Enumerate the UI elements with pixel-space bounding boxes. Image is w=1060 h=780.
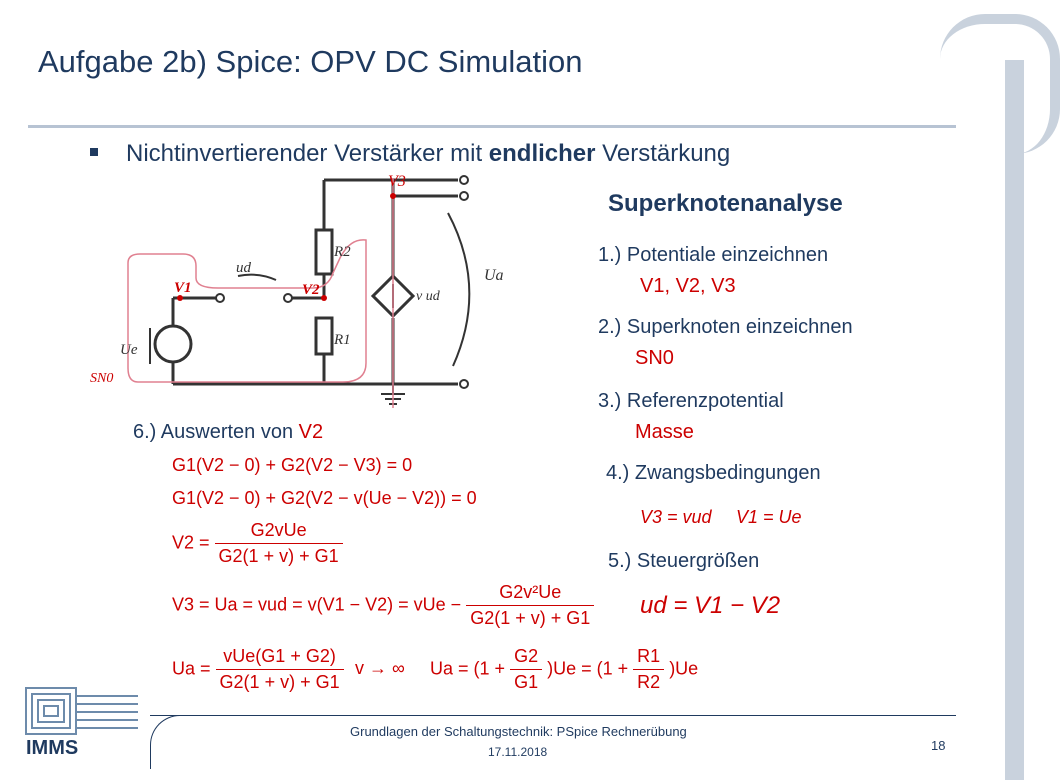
step-4-eq2: V1 = Ue xyxy=(736,507,802,527)
resistor-r2 xyxy=(316,230,332,274)
eq-5-result: Ua = (1 + $\frac{G2}{G1}$ )Ue = (1 + $\frac{R1}{R2}$ )Ue xyxy=(430,646,699,692)
step-3-value: Masse xyxy=(635,421,694,443)
label-ua: Ua xyxy=(484,267,504,284)
eq-5: Ua = $\frac{\text{vUe(G1 + G2)}}{G2(1 + v) + G1}$ xyxy=(172,646,344,693)
label-r2: R2 xyxy=(334,244,351,260)
label-sn0: SN0 xyxy=(90,371,114,386)
label-ue: Ue xyxy=(120,342,138,358)
footer-course: Grundlagen der Schaltungstechnik: PSpice Rechnerübung xyxy=(350,724,687,739)
ua-arrow xyxy=(448,213,469,366)
superknotenanalyse-heading: Superknotenanalyse xyxy=(608,190,843,217)
bullet-text: Nichtinvertierender Verstärker mit endlicher Verstärkung xyxy=(126,140,731,167)
circuit-diagram xyxy=(88,168,504,418)
footer-date: 17.11.2018 xyxy=(488,745,548,759)
step-5-eq: ud = V1 − V2 xyxy=(640,592,781,619)
step-2: 2.) Superknoten einzeichnen xyxy=(598,316,853,338)
label-r1: R1 xyxy=(334,332,351,348)
step-1-value: V1, V2, V3 xyxy=(640,275,736,297)
bullet-square-icon xyxy=(90,148,98,156)
imms-logo xyxy=(22,686,142,758)
label-vud: v ud xyxy=(416,289,440,304)
eq-3: V2 = $\frac{\text{G2vUe}}{G2(1 + v) + G1}$ xyxy=(172,520,343,567)
label-v1: V1 xyxy=(174,280,192,296)
step-3: 3.) Referenzpotential xyxy=(598,390,784,412)
step-1: 1.) Potentiale einzeichnen xyxy=(598,244,829,266)
step-2-value: SN0 xyxy=(635,347,674,369)
step-5: 5.) Steuergrößen xyxy=(608,550,760,572)
eq-2: G1(V2 − 0) + G2(V2 − v(Ue − V2)) = 0 xyxy=(172,488,477,508)
page-number: 18 xyxy=(931,738,946,753)
eq-5-limit: v → ∞ xyxy=(355,658,405,678)
corner-frame xyxy=(940,14,1060,154)
right-frame-bar xyxy=(1005,60,1024,780)
footer-divider xyxy=(150,715,956,716)
voltage-source-ue xyxy=(155,326,191,362)
step-4-eq1: V3 = vud xyxy=(640,507,712,527)
logo-text: IMMS xyxy=(26,737,79,759)
footer-curve xyxy=(150,715,191,769)
eq-1: G1(V2 − 0) + G2(V2 − V3) = 0 xyxy=(172,455,413,475)
slide-title: Aufgabe 2b) Spice: OPV DC Simulation xyxy=(38,44,583,79)
step-4: 4.) Zwangsbedingungen xyxy=(606,462,821,484)
label-v2: V2 xyxy=(302,282,320,298)
eq-4: V3 = Ua = vud = v(V1 − V2) = vUe − $\frac{\text{G2v²Ue}}{G2(1 + v) + G1}$ xyxy=(172,582,594,629)
label-v3: V3 xyxy=(388,173,406,190)
step-6: 6.) Auswerten von V2 xyxy=(133,421,324,443)
resistor-r1 xyxy=(316,318,332,354)
label-ud: ud xyxy=(236,260,251,276)
title-divider xyxy=(28,125,956,128)
